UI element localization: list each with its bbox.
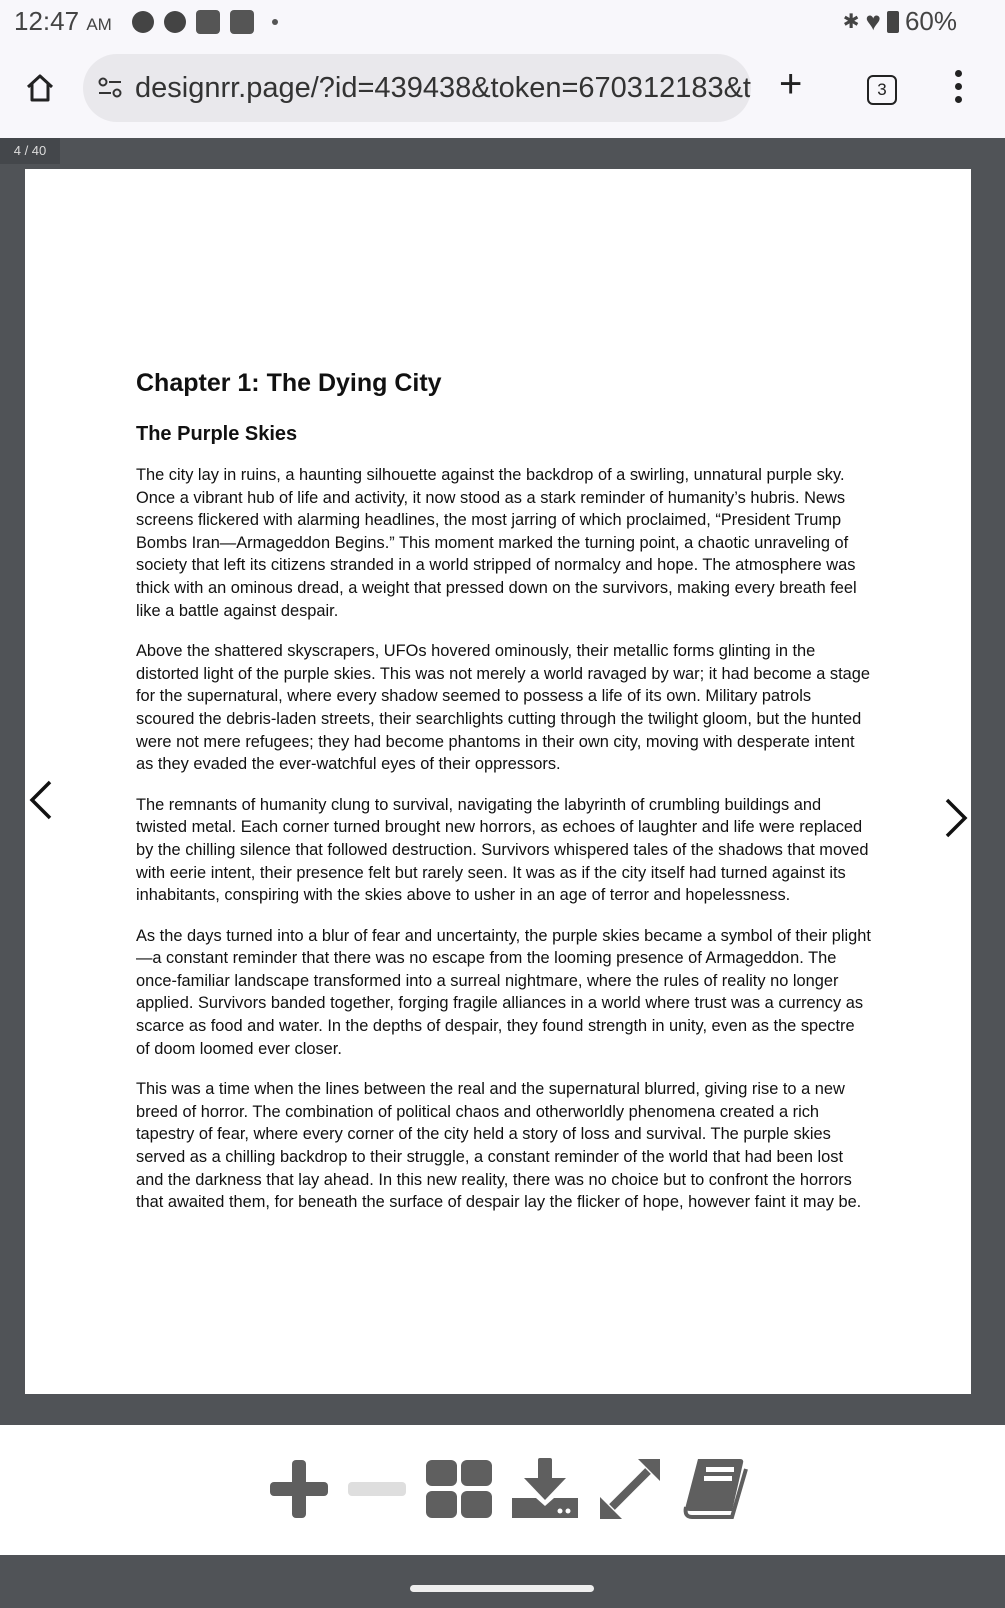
fullscreen-expand-icon[interactable] (598, 1457, 662, 1521)
menu-button[interactable] (955, 70, 962, 103)
next-page-arrow-icon[interactable] (943, 798, 969, 838)
paragraph: The city lay in ruins, a haunting silhouette against the backdrop of a swirling, unnatural purple sky. Once a vibrant hub of life and activity, it now stood as a stark reminder of humanity’s hubris. News screens flickered with alarming headlines, the most jarring of which proclaimed, “President Trump Bombs Iran—Armageddon Begins.” This moment marked the turning point, a chaotic unraveling of society that left its citizens stranded in a world stripped of normalcy and hope. The atmosphere was thick with an ominous dread, a weight that pressed down on the survivors, making every breath feel like a battle against despair. (136, 466, 857, 620)
page-content (136, 369, 871, 1232)
app-notification-icon (196, 10, 220, 34)
battery-icon (887, 11, 899, 33)
paragraph: The remnants of humanity clung to survival, navigating the labyrinth of crumbling buildings and twisted metal. Each corner turned brought new horrors, as echoes of laughter and life were replaced by the chilling silence that followed destruction. Survivors whispered tales of the shadows that moved with eerie intent, their presence felt but rarely seen. It was as if the city itself had turned against its inhabitants, conspiring with the skies above to usher in an age of terror and hopelessness. (136, 795, 869, 905)
status-bar (0, 0, 1005, 46)
previous-page-arrow-icon[interactable] (28, 780, 54, 820)
paragraph: This was a time when the lines between the real and the supernatural blurred, giving rise to a new breed of horror. The combination of political chaos and otherworldly phenomena created a rich tapestry of fear, where every corner of the city held a story of loss and survival. The purple skies served as a chilling backdrop to their struggle, a constant reminder of the world that had been lost and the darkness that lay ahead. In this new reality, there was no choice but to confront the horrors that awaited them, for beneath the surface of despair lay the flicker of hope, however faint it may be. (136, 1080, 862, 1212)
clock: 12:47 (14, 6, 80, 36)
bluetooth-icon: ✱ (842, 11, 860, 33)
download-icon[interactable] (512, 1458, 578, 1520)
browser-toolbar (0, 46, 1005, 138)
chapter-title: Chapter 1: The Dying City (136, 369, 442, 397)
site-settings-icon[interactable] (97, 77, 123, 99)
url-text[interactable]: designrr.page/?id=439438&token=670312183&t (135, 71, 751, 104)
gesture-navigation-bar[interactable] (410, 1585, 594, 1592)
grid-view-icon[interactable] (426, 1460, 492, 1518)
battery-level: 60% (904, 6, 957, 36)
paragraph: As the days turned into a blur of fear and uncertainty, the purple skies became a symbol of their plight—a constant reminder that there was no escape from the looming presence of Armageddon. The once-familiar landscape transformed into a surreal nightmare, where the rules of reality no longer applied. Survivors banded together, forging fragile alliances in a world where trust was a currency as scarce as food and water. In the depths of despair, they found strength in unity, even as the spectre of doom loomed ever closer. (136, 926, 871, 1058)
new-tab-button[interactable]: + (779, 62, 803, 106)
viewer-toolbar (0, 1425, 1005, 1555)
wifi-icon: ♥ (865, 6, 881, 36)
home-icon[interactable] (24, 72, 56, 104)
book-icon[interactable] (682, 1457, 748, 1521)
page-indicator: 4 / 40 (0, 138, 60, 164)
messenger-icon (132, 11, 154, 33)
document-page (25, 169, 971, 1394)
address-bar[interactable] (83, 54, 751, 122)
app-notification-icon (230, 10, 254, 34)
zoom-out-icon[interactable] (348, 1460, 406, 1518)
clock-ampm: AM (86, 15, 112, 34)
messenger-icon (164, 11, 186, 33)
section-title: The Purple Skies (136, 423, 298, 445)
paragraph: Above the shattered skyscrapers, UFOs hovered ominously, their metallic forms glinting in the distorted light of the purple skies. This was not merely a world ravaged by war; it had become a stage for the supernatural, where every shadow seemed to possess a life of its own. Military patrols scoured the debris-laden streets, their searchlights cutting through the twilight gloom, but the hunted were not mere refugees; they had become phantoms in their own city, moving with desperate intent as they evaded the ever-watchful eyes of their oppressors. (136, 642, 871, 774)
zoom-in-icon[interactable] (270, 1460, 328, 1518)
tab-switcher-button[interactable]: 3 (867, 75, 897, 105)
more-notifications-icon (272, 19, 278, 25)
